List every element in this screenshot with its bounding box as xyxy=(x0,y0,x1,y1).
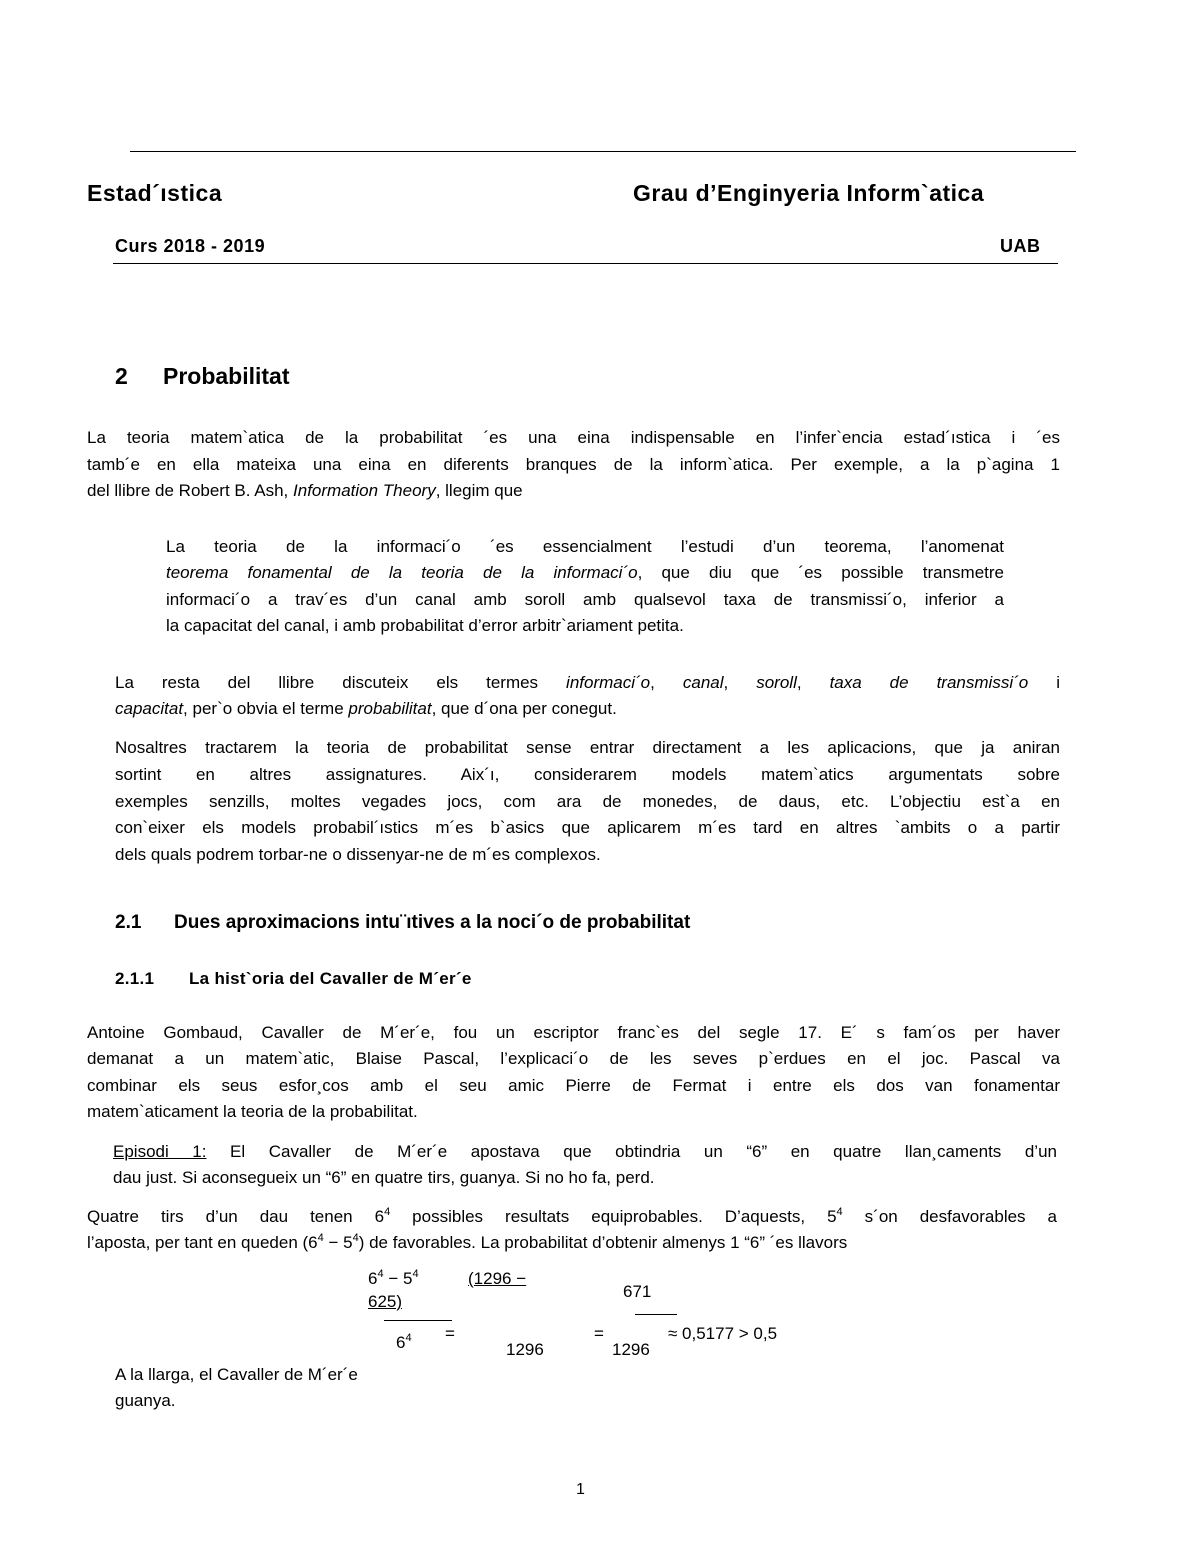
calc-l2-exp1: 4 xyxy=(317,1232,324,1244)
subsection-number: 2.1 xyxy=(115,912,142,933)
equals-1: = xyxy=(445,1324,455,1343)
frac3-numerator: 671 xyxy=(623,1282,652,1301)
story-line-3: combinar els seus esfor¸cos amb el seu amic Pierre de Fermat i entre els dos van fonamentar xyxy=(87,1076,1060,1095)
section-number: 2 xyxy=(115,363,128,389)
calc-l2-b: − 5 xyxy=(323,1233,353,1252)
frac3-denominator: 1296 xyxy=(612,1340,650,1359)
rest-end: , que d´ona per conegut. xyxy=(431,699,617,718)
header-top-rule xyxy=(130,151,1076,152)
quote-line-4: la capacitat del canal, i amb probabilitat d’error arbitr`ariament petita. xyxy=(166,616,684,635)
calc-line-1 xyxy=(87,1207,1057,1227)
conclusion-line-2: guanya. xyxy=(115,1391,176,1410)
episode-line-2: dau just. Si aconsegueix un “6” en quatre tirs, guanya. Si no ho fa, perd. xyxy=(113,1168,655,1187)
term-informacio: informaci´o xyxy=(566,673,651,692)
intro-pre: del llibre de Robert B. Ash, xyxy=(87,481,294,500)
page-number: 1 xyxy=(576,1481,585,1498)
episode-text-1: El Cavaller de M´er´e apostava que obtindria un “6” en quatre llan¸caments d’un xyxy=(206,1142,1057,1161)
nosaltres-line-4: con`eixer els models probabil´ıstics m´es b`asics que aplicarem m´es tard en altres `ambits o a partir xyxy=(115,818,1060,837)
frac1-denominator xyxy=(396,1333,412,1353)
frac1-den-base: 6 xyxy=(396,1333,406,1352)
rest-line-2 xyxy=(115,699,617,719)
calc-l2-a: l’aposta, per tant en queden (6 xyxy=(87,1233,318,1252)
course-year: Curs 2018 - 2019 xyxy=(115,236,266,256)
term-capacitat: capacitat xyxy=(115,699,184,718)
frac2-numerator: (1296 − xyxy=(468,1269,527,1288)
calc-l1-a: Quatre tirs d’un dau tenen 6 xyxy=(87,1207,385,1226)
course-title: Estad´ıstica xyxy=(87,180,223,206)
term-soroll: soroll xyxy=(756,673,797,692)
university: UAB xyxy=(1000,236,1041,256)
frac1-num-exp1: 4 xyxy=(377,1268,384,1280)
frac3-bar xyxy=(635,1314,677,1315)
rest-mid: , per`o obvia el terme xyxy=(183,699,349,718)
calc-l1-c: s´on desfavorables a xyxy=(842,1207,1057,1226)
calc-l2-exp2: 4 xyxy=(352,1232,359,1244)
quote-line-2-rest: , que diu que ´es possible transmetre xyxy=(637,563,1004,582)
subsubsection-title: La hist`oria del Cavaller de M´er´e xyxy=(189,969,472,988)
frac2-denominator: 1296 xyxy=(506,1340,544,1359)
quote-line-1: La teoria de la informaci´o ´es essencialment l’estudi d’un teorema, l’anomenat xyxy=(166,537,1004,556)
quote-line-2 xyxy=(166,563,1004,583)
term-canal: canal xyxy=(682,673,724,692)
frac1-den-exp: 4 xyxy=(405,1332,412,1344)
episode-label: Episodi 1: xyxy=(113,1142,207,1161)
equals-2: = xyxy=(594,1324,604,1343)
nosaltres-line-3: exemples senzills, moltes vegades jocs, com ara de monedes, de daus, etc. L’objectiu est`a en xyxy=(115,792,1060,811)
calc-l1-exp2: 4 xyxy=(836,1206,843,1218)
calc-l1-b: possibles resultats equiprobables. D’aquests, 5 xyxy=(390,1207,837,1226)
frac1-bar xyxy=(384,1320,452,1321)
nosaltres-line-5: dels quals podrem torbar-ne o dissenyar-ne de m´es complexos. xyxy=(115,845,601,864)
term-probabilitat: probabilitat xyxy=(348,699,432,718)
section-title: Probabilitat xyxy=(163,363,290,389)
quote-line-3: informaci´o a trav´es d’un canal amb soroll amb qualsevol taxa de transmissi´o, inferior a xyxy=(166,590,1004,609)
frac1-num-a: 6 xyxy=(368,1269,378,1288)
frac1-num-b: − 5 xyxy=(383,1269,413,1288)
calc-l1-exp1: 4 xyxy=(384,1206,391,1218)
conclusion-line-1: A la llarga, el Cavaller de M´er´e xyxy=(115,1365,358,1384)
term-taxa: taxa de transmissi´o xyxy=(829,673,1029,692)
intro-line-3 xyxy=(87,481,523,501)
subsubsection-number: 2.1.1 xyxy=(115,969,155,988)
nosaltres-line-1: Nosaltres tractarem la teoria de probabilitat sense entrar directament a les aplicacions, que ja aniran xyxy=(115,738,1060,757)
calc-l2-c: ) de favorables. La probabilitat d’obtenir almenys 1 “6” ´es llavors xyxy=(358,1233,848,1252)
episode-line-1 xyxy=(113,1142,1057,1162)
intro-post: , llegim que xyxy=(435,481,523,500)
frac1-numerator xyxy=(368,1269,419,1289)
rest-pre: La resta del llibre discuteix els termes xyxy=(115,673,567,692)
rest-line-1: La resta del llibre discuteix els termes informaci´o, canal, soroll, taxa de transmissi´o i xyxy=(115,673,1060,692)
story-line-2: demanat a un matem`atic, Blaise Pascal, l’explicaci´o de les seves p`erdues en el joc. Pascal va xyxy=(87,1049,1060,1068)
intro-line-1: La teoria matem`atica de la probabilitat ´es una eina indispensable en l’infer`encia estad´ıstica i ´es xyxy=(87,428,1060,447)
frac1-num-exp2: 4 xyxy=(412,1268,419,1280)
quote-theorem: teorema fonamental de la teoria de la informaci´o xyxy=(166,563,638,582)
story-line-1: Antoine Gombaud, Cavaller de M´er´e, fou un escriptor franc`es del segle 17. E´ s fam´os per haver xyxy=(87,1023,1060,1042)
subsection-title: Dues aproximacions intu¨ıtives a la noci´o de probabilitat xyxy=(174,912,691,933)
book-title: Information Theory xyxy=(293,481,436,500)
calc-line-2 xyxy=(87,1233,847,1253)
nosaltres-line-2: sortint en altres assignatures. Aix´ı, considerarem models matem`atics argumentats sobre xyxy=(115,765,1060,784)
rest-and: i xyxy=(1028,673,1060,692)
degree-title: Grau d’Enginyeria Inform`atica xyxy=(633,180,985,206)
story-line-4: matem`aticament la teoria de la probabilitat. xyxy=(87,1102,418,1121)
intro-line-2: tamb´e en ella mateixa una eina en diferents branques de la inform`atica. Per exemple, a la p`agina 1 xyxy=(87,455,1060,474)
result: ≈ 0,5177 > 0,5 xyxy=(668,1324,778,1343)
header-bottom-rule xyxy=(113,263,1058,264)
frac1-numerator-cont: 625) xyxy=(368,1292,403,1311)
